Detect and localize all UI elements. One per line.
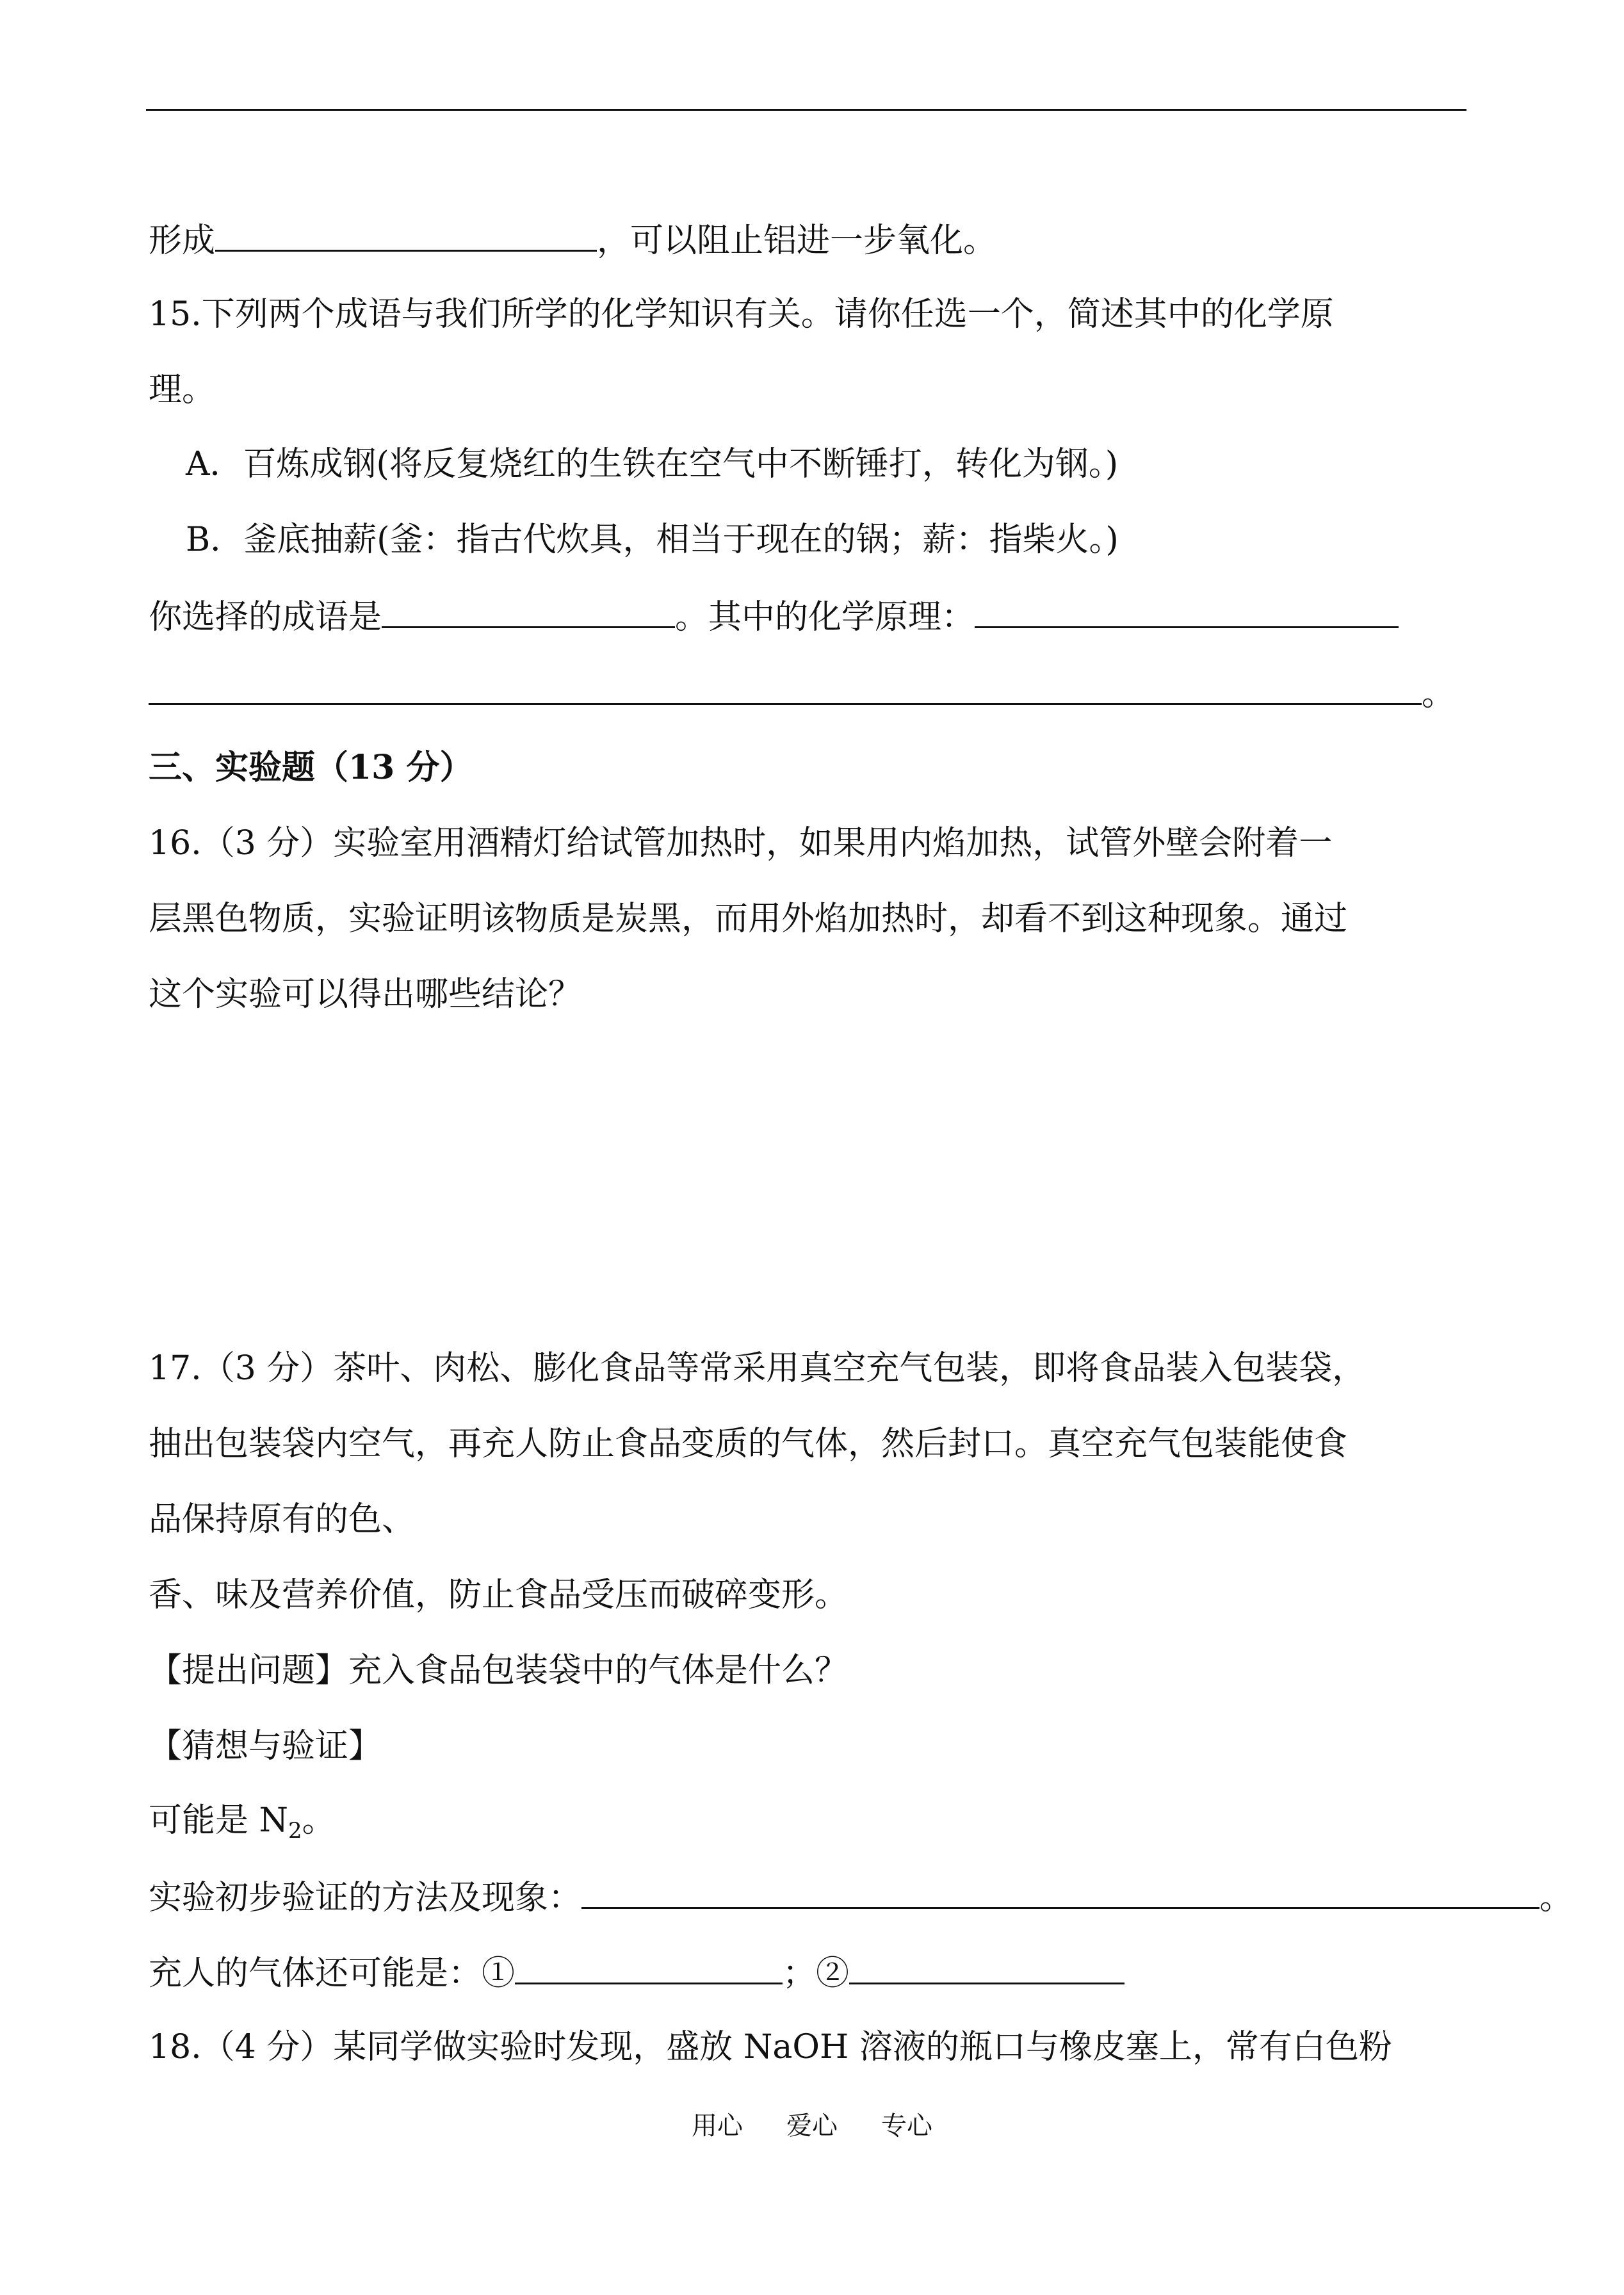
q17-other-prefix: 充人的气体还可能是：① (149, 1954, 516, 1993)
q15-principle-blank[interactable] (975, 593, 1399, 628)
q15-option-a: A．百炼成钢(将反复烧红的生铁在空气中不断锤打，转化为钢。) (186, 445, 1119, 483)
q18-line-1: 18.（4 分）某同学做实验时发现，盛放 NaOH 溶液的瓶口与橡皮塞上，常有白色粉 (149, 2028, 1392, 2066)
q15-option-b: B．釜底抽薪(釜：指古代炊具，相当于现在的锅；薪：指柴火。) (186, 521, 1119, 559)
q17-maybe-line (149, 1798, 336, 1843)
q15-answer-line (149, 593, 1399, 638)
footer-part-1: 用心 (692, 2111, 743, 2141)
q16-line-3: 这个实验可以得出哪些结论？ (149, 975, 582, 1014)
q14-tail-line (149, 216, 996, 261)
q17-method-end: 。 (1539, 1879, 1573, 1917)
q15-answer-mid: 。其中的化学原理： (675, 598, 975, 637)
q15-idiom-blank[interactable] (382, 593, 675, 628)
q16-line-2: 层黑色物质，实验证明该物质是炭黑，而用外焰加热时，却看不到这种现象。通过 (149, 900, 1348, 938)
q15-answer-end: 。 (1422, 675, 1456, 713)
q15-answer-continue-line (149, 670, 1455, 715)
q17-line-2: 抽出包装袋内空气，再充人防止食品变质的气体，然后封口。真空充气包装能使食 (149, 1425, 1348, 1463)
q14-tail-prefix: 形成 (149, 222, 216, 260)
q17-maybe-suffix: 。 (302, 1801, 336, 1840)
footer-part-3: 专心 (881, 2111, 932, 2141)
q17-method-blank[interactable] (581, 1874, 1539, 1909)
q15-answer-prefix: 你选择的成语是 (149, 598, 382, 637)
header-rule (146, 109, 1466, 111)
q17-other-mid: ；② (783, 1954, 850, 1993)
q17-line-3: 品保持原有的色、 (149, 1500, 416, 1539)
q17-line-4: 香、味及营养价值，防止食品受压而破碎变形。 (149, 1576, 849, 1614)
page-footer (0, 2107, 1624, 2145)
q15-line-2: 理。 (149, 371, 216, 409)
q15-line-1: 15.下列两个成语与我们所学的化学知识有关。请你任选一个，简述其中的化学原 (149, 295, 1334, 334)
q17-method-line (149, 1874, 1573, 1918)
q17-maybe-subscript: 2 (288, 1818, 302, 1844)
q14-tail-suffix: ，可以阻止铝进一步氧化。 (597, 222, 997, 260)
q17-question: 【提出问题】充入食品包装袋中的气体是什么？ (149, 1651, 849, 1690)
footer-part-2: 爱心 (786, 2111, 838, 2141)
q15-principle-blank-2[interactable] (149, 670, 1422, 705)
q17-method-prefix: 实验初步验证的方法及现象： (149, 1879, 582, 1917)
q17-line-1: 17.（3 分）茶叶、肉松、膨化食品等常采用真空充气包装，即将食品装入包装袋， (149, 1349, 1366, 1388)
q14-answer-blank[interactable] (215, 216, 597, 252)
q17-other-blank-2[interactable] (849, 1949, 1125, 1984)
section-3-title: 三、实验题（13 分） (149, 748, 473, 787)
q17-maybe-prefix: 可能是 N (149, 1801, 289, 1840)
q17-other-blank-1[interactable] (515, 1949, 783, 1984)
q16-line-1: 16.（3 分）实验室用酒精灯给试管加热时，如果用内焰加热，试管外壁会附着一 (149, 824, 1333, 863)
q17-other-gas-line (149, 1949, 1125, 1994)
q17-guess-heading: 【猜想与验证】 (149, 1727, 382, 1765)
